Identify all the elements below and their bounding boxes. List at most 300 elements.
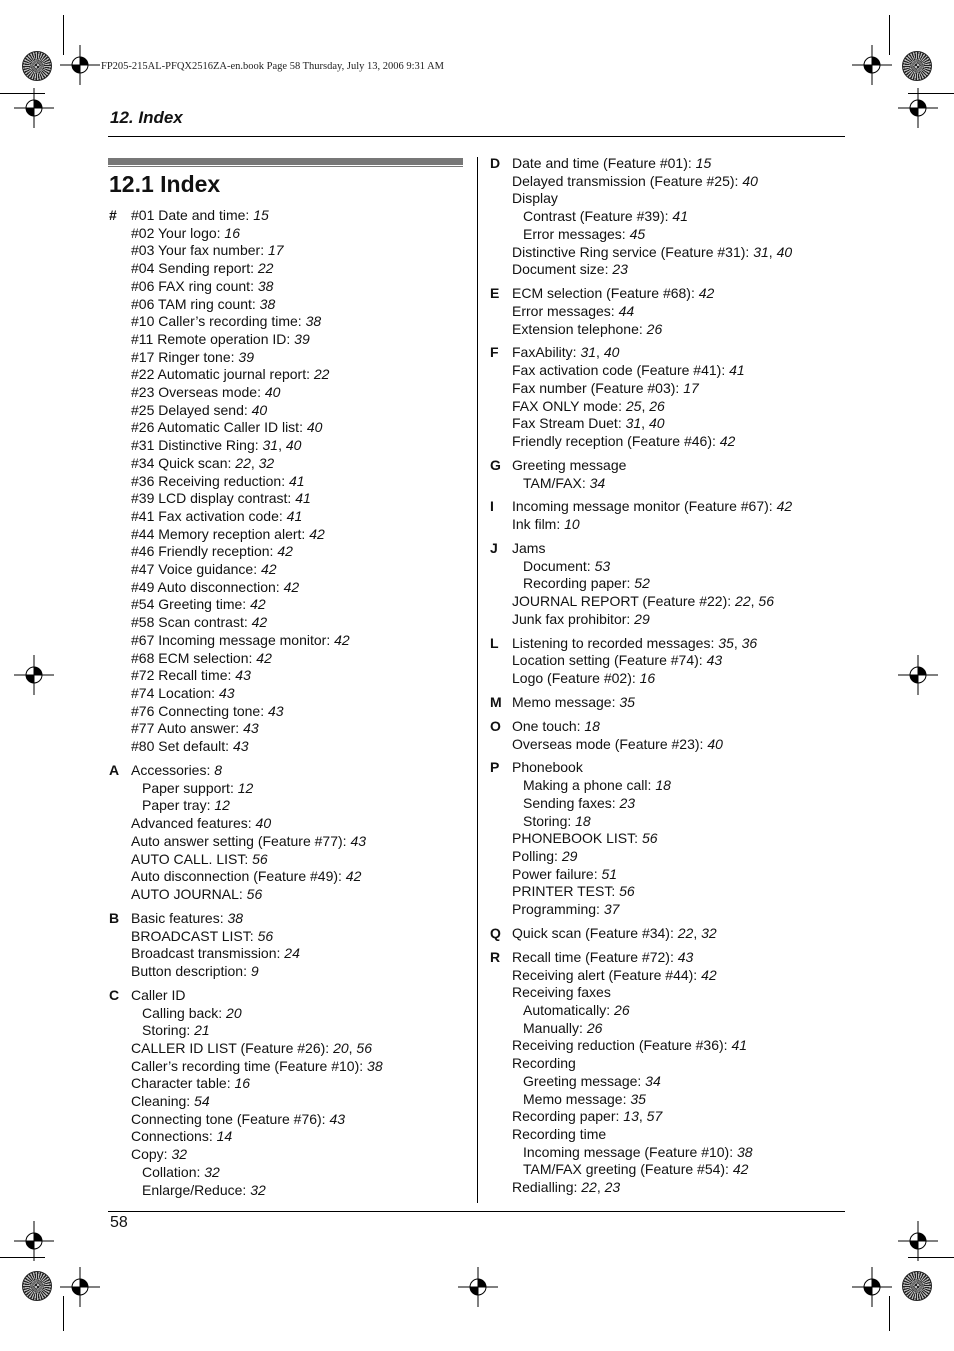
index-group xyxy=(490,285,850,338)
page-reference: 22 xyxy=(235,454,251,471)
page-reference: 32 xyxy=(250,1181,266,1198)
entry-label: Listening to recorded messages: xyxy=(512,634,719,651)
page-reference: 56 xyxy=(758,593,774,610)
index-entry xyxy=(512,380,850,398)
entry-label: Delayed transmission (Feature #25): xyxy=(512,172,743,189)
entry-label: #74 Location: xyxy=(131,684,219,701)
page-reference: 23 xyxy=(604,1179,621,1196)
index-entry xyxy=(131,402,464,420)
index-entry: Quick scan (Feature #34): 22, 32 xyxy=(512,925,717,941)
index-entry xyxy=(131,579,464,597)
page-reference: 36 xyxy=(741,634,758,651)
page-reference: 37 xyxy=(603,901,620,918)
header-rule xyxy=(108,136,845,137)
entry-label: #02 Your logo: xyxy=(131,224,225,241)
entry-label: Receiving reduction (Feature #36): xyxy=(512,1037,732,1054)
index-entry xyxy=(512,498,850,516)
page-reference: 41 xyxy=(672,208,688,225)
entry-label: #06 TAM ring count: xyxy=(131,295,260,312)
entry-label: #77 Auto answer: xyxy=(131,720,244,737)
entry-label: ECM selection (Feature #68): xyxy=(512,285,699,302)
page-reference: 32 xyxy=(171,1146,188,1163)
index-subentry xyxy=(131,1022,464,1040)
index-entry xyxy=(512,190,850,208)
entry-label: Incoming message monitor (Feature #67): xyxy=(512,498,777,515)
entry-label: Error messages: xyxy=(512,302,619,319)
index-entry xyxy=(131,738,464,756)
entry-label: Extension telephone: xyxy=(512,320,647,337)
entry-label: Paper tray: xyxy=(142,797,215,814)
index-entry xyxy=(131,207,464,225)
page-reference: 16 xyxy=(639,670,656,687)
index-entry xyxy=(131,1075,464,1093)
index-entry xyxy=(131,833,464,851)
page-reference: 38 xyxy=(737,1143,753,1160)
index-entry xyxy=(131,242,464,260)
index-entry: Fax Stream Duet: 31, 40 xyxy=(512,415,665,432)
index-group xyxy=(490,540,850,629)
entry-label: Redialling: xyxy=(512,1179,582,1196)
index-entry xyxy=(512,362,850,380)
index-entry xyxy=(131,508,464,526)
entry-label: Cleaning: xyxy=(131,1093,195,1110)
registration-target-icon xyxy=(852,1267,892,1307)
index-letter: C xyxy=(109,986,120,1003)
index-entry xyxy=(131,473,464,491)
registration-target-icon xyxy=(60,1267,100,1307)
index-entry xyxy=(512,303,850,321)
page-reference: 42 xyxy=(719,432,736,449)
page-reference: 56 xyxy=(257,927,274,944)
index-group xyxy=(109,762,464,904)
page-reference: 32 xyxy=(258,454,275,471)
index-letter: O xyxy=(490,717,501,734)
index-entry xyxy=(512,1037,850,1055)
entry-label: Ink film: xyxy=(512,516,565,533)
index-subentry xyxy=(131,1005,464,1023)
index-subentry xyxy=(512,1020,850,1038)
page-reference: 14 xyxy=(216,1128,233,1145)
page-reference: 29 xyxy=(634,610,650,627)
registration-target-icon xyxy=(14,1221,54,1261)
entry-label: Fax Stream Duet: xyxy=(512,415,626,432)
index-entry xyxy=(131,543,464,561)
page-reference: 12 xyxy=(237,779,254,796)
page-reference: 44 xyxy=(618,302,635,319)
index-subentry xyxy=(512,795,850,813)
page-reference: 39 xyxy=(238,348,254,365)
index-subentry xyxy=(512,558,850,576)
page-reference: 13 xyxy=(623,1108,639,1125)
footer-rule xyxy=(108,1211,845,1212)
index-group xyxy=(490,635,850,688)
index-letter: P xyxy=(490,759,500,776)
index-entry xyxy=(131,490,464,508)
section-header: 12. Index xyxy=(110,108,183,127)
page-reference: 40 xyxy=(742,172,758,189)
entry-label: #41 Fax activation code: xyxy=(131,507,287,524)
index-entry xyxy=(512,984,850,1002)
page-reference: 9 xyxy=(250,962,259,979)
entry-label: Jams xyxy=(512,540,546,556)
entry-label: Automatically: xyxy=(523,1002,615,1018)
crop-mark xyxy=(908,1257,954,1258)
crop-mark xyxy=(0,1257,45,1258)
entry-label: #47 Voice guidance: xyxy=(131,561,261,578)
column-divider xyxy=(477,157,478,1203)
index-entry: CALLER ID LIST (Feature #26): 20, 56 xyxy=(131,1039,372,1056)
entry-label: Junk fax prohibitor: xyxy=(512,610,635,627)
page-reference: 43 xyxy=(218,684,235,701)
entry-label: FAX ONLY mode: xyxy=(512,397,626,414)
page-reference: 42 xyxy=(345,868,362,885)
entry-label: #03 Your fax number: xyxy=(131,242,268,259)
page-reference: 38 xyxy=(257,277,274,294)
index-subentry xyxy=(131,780,464,798)
page-reference: 35 xyxy=(619,694,635,710)
index-entry xyxy=(131,815,464,833)
page-reference: 18 xyxy=(655,777,671,794)
index-subentry xyxy=(512,1091,850,1109)
color-calibration-disc-icon xyxy=(902,1271,932,1301)
page-reference: 22 xyxy=(735,593,751,610)
page-reference: 40 xyxy=(707,735,723,752)
entry-label: #72 Recall time: xyxy=(131,667,236,684)
index-subentry xyxy=(512,1144,850,1162)
entry-label: Document: xyxy=(523,557,595,574)
entry-label: Fax number (Feature #03): xyxy=(512,379,684,396)
page-reference: 42 xyxy=(283,578,300,595)
entry-label: Polling: xyxy=(512,848,562,864)
page-reference: 43 xyxy=(706,652,723,669)
entry-label: Caller ID xyxy=(131,986,186,1003)
entry-label: Incoming message (Feature #10): xyxy=(523,1143,737,1160)
entry-label: Recall time (Feature #72): xyxy=(512,948,678,965)
entry-label: Date and time (Feature #01): xyxy=(512,155,696,171)
page-reference: 40 xyxy=(648,415,665,432)
index-column-left xyxy=(109,207,464,1205)
index-entry xyxy=(131,762,464,780)
entry-label: #22 Automatic journal report: xyxy=(131,366,314,383)
index-subentry xyxy=(512,226,850,244)
page-reference: 40 xyxy=(776,243,793,260)
page-reference: 26 xyxy=(649,397,665,414)
index-group xyxy=(109,910,464,981)
index-entry xyxy=(131,349,464,367)
page-reference: 31 xyxy=(753,243,769,260)
page-reference: 38 xyxy=(227,909,244,926)
index-entry xyxy=(131,667,464,685)
page-reference: 22 xyxy=(313,366,330,383)
entry-label: Auto answer setting (Feature #77): xyxy=(131,832,351,849)
page-reference: 20 xyxy=(226,1004,242,1021)
registration-target-icon xyxy=(898,1221,938,1261)
index-letter: G xyxy=(490,456,501,473)
page-reference: 21 xyxy=(194,1022,210,1039)
entry-label: Sending faxes: xyxy=(523,794,620,811)
entry-label: One touch: xyxy=(512,717,585,734)
entry-label: Basic features: xyxy=(131,909,228,926)
page-reference: 41 xyxy=(731,1037,748,1054)
page-reference: 53 xyxy=(594,557,611,574)
index-entry: Recording paper: 13, 57 xyxy=(512,1108,663,1125)
page-reference: 31 xyxy=(625,415,642,432)
index-subentry xyxy=(512,813,850,831)
page-reference: 32 xyxy=(701,925,717,941)
index-group xyxy=(490,498,850,533)
index-entry xyxy=(131,614,464,632)
index-subentry xyxy=(512,1161,850,1179)
entry-label: #76 Connecting tone: xyxy=(131,702,268,719)
page-reference: 41 xyxy=(286,507,303,524)
entry-label: Button description: xyxy=(131,962,251,979)
index-group xyxy=(109,207,464,756)
title-bar xyxy=(108,158,463,165)
index-entry xyxy=(512,967,850,985)
index-group xyxy=(490,694,850,712)
entry-label: #06 FAX ring count: xyxy=(131,277,258,294)
entry-label: Fax activation code (Feature #41): xyxy=(512,362,730,379)
index-entry xyxy=(131,366,464,384)
index-entry xyxy=(512,457,850,475)
page-reference: 38 xyxy=(259,295,276,312)
page-reference: 16 xyxy=(224,224,240,241)
page-reference: 43 xyxy=(329,1110,346,1127)
entry-label: Recording xyxy=(512,1055,576,1072)
index-entry xyxy=(131,260,464,278)
index-entry xyxy=(131,1146,464,1164)
entry-label: Manually: xyxy=(523,1019,587,1036)
page-reference: 43 xyxy=(243,720,259,737)
page-reference: 56 xyxy=(641,830,658,847)
page-reference: 43 xyxy=(235,667,251,684)
entry-label: Making a phone call: xyxy=(523,777,656,794)
entry-label: Programming: xyxy=(512,901,604,918)
entry-label: AUTO JOURNAL: xyxy=(131,885,247,902)
index-subentry xyxy=(512,475,850,493)
entry-label: Recording time xyxy=(512,1125,607,1142)
index-entry xyxy=(512,718,850,736)
index-group xyxy=(490,344,850,450)
page-number: 58 xyxy=(110,1214,128,1231)
index-group xyxy=(490,457,850,492)
page-reference: 16 xyxy=(234,1075,251,1092)
entry-label: Calling back: xyxy=(142,1004,227,1021)
page-reference: 42 xyxy=(261,561,277,578)
index-entry xyxy=(512,949,850,967)
page-reference: 35 xyxy=(630,1090,646,1107)
page-reference: 39 xyxy=(294,330,310,347)
entry-label: Distinctive Ring service (Feature #31): xyxy=(512,243,754,260)
page-reference: 57 xyxy=(646,1108,663,1125)
entry-label: Connecting tone (Feature #76): xyxy=(131,1110,330,1127)
index-entry xyxy=(131,278,464,296)
index-group xyxy=(490,949,850,1197)
entry-label: Contrast (Feature #39): xyxy=(523,208,673,225)
index-column-right xyxy=(490,155,850,1203)
entry-label: #25 Delayed send: xyxy=(131,401,252,418)
page-reference: 18 xyxy=(575,812,591,829)
entry-label: TAM/FAX greeting (Feature #54): xyxy=(523,1161,733,1178)
registration-target-icon xyxy=(60,45,100,85)
registration-target-icon xyxy=(14,655,54,695)
entry-label: PRINTER TEST: xyxy=(512,883,620,900)
color-calibration-disc-icon xyxy=(22,51,52,81)
page-reference: 35 xyxy=(718,634,734,651)
page-reference: 26 xyxy=(586,1019,603,1036)
index-entry xyxy=(131,632,464,650)
index-entry xyxy=(512,830,850,848)
entry-label: Overseas mode (Feature #23): xyxy=(512,735,708,752)
page-reference: 42 xyxy=(776,498,793,515)
index-letter: J xyxy=(490,540,498,556)
index-entry xyxy=(131,963,464,981)
registration-target-icon xyxy=(458,1267,498,1307)
index-letter: D xyxy=(490,155,501,171)
entry-label: Memo message: xyxy=(512,694,620,710)
entry-label: Accessories: xyxy=(131,761,215,778)
index-entry xyxy=(512,866,850,884)
page-reference: 40 xyxy=(264,384,281,401)
index-subentry xyxy=(512,1002,850,1020)
page-reference: 23 xyxy=(612,261,628,278)
entry-label: Receiving alert (Feature #44): xyxy=(512,966,702,983)
index-entry xyxy=(131,225,464,243)
entry-label: Greeting message: xyxy=(523,1072,646,1089)
index-entry xyxy=(131,331,464,349)
page-reference: 43 xyxy=(677,948,694,965)
page-reference: 38 xyxy=(305,313,322,330)
index-entry xyxy=(512,321,850,339)
page-reference: 52 xyxy=(634,575,650,592)
title-bar-underline xyxy=(108,166,463,167)
index-entry xyxy=(131,596,464,614)
entry-label: Recording paper: xyxy=(523,575,635,592)
page-reference: 12 xyxy=(214,797,230,814)
index-entry xyxy=(131,910,464,928)
index-letter: B xyxy=(109,909,120,926)
entry-label: Caller’s recording time (Feature #10): xyxy=(131,1057,368,1074)
index-entry xyxy=(512,516,850,534)
index-letter: I xyxy=(490,498,494,515)
entry-label: JOURNAL REPORT (Feature #22): xyxy=(512,593,736,610)
index-entry: FAX ONLY mode: 25, 26 xyxy=(512,397,665,414)
entry-label: Character table: xyxy=(131,1075,235,1092)
index-letter: F xyxy=(490,344,499,361)
index-entry: Distinctive Ring service (Feature #31): 31, 40 xyxy=(512,243,793,260)
page-reference: 15 xyxy=(253,207,269,223)
index-entry xyxy=(131,851,464,869)
index-entry xyxy=(512,759,850,777)
entry-label: Location setting (Feature #74): xyxy=(512,652,707,669)
index-entry xyxy=(131,561,464,579)
index-group xyxy=(109,987,464,1199)
index-entry xyxy=(512,285,850,303)
page-reference: 42 xyxy=(251,614,268,631)
index-letter: A xyxy=(109,761,120,778)
entry-label: Phonebook xyxy=(512,759,583,776)
entry-label: #04 Sending report: xyxy=(131,260,258,277)
page-title: 12.1 Index xyxy=(109,171,221,197)
entry-label: CALLER ID LIST (Feature #26): xyxy=(131,1039,334,1056)
index-letter: Q xyxy=(490,925,501,941)
page-reference: 22 xyxy=(677,925,694,941)
page-reference: 56 xyxy=(619,883,635,900)
index-entry xyxy=(512,611,850,629)
page-reference: 29 xyxy=(561,848,578,864)
index-entry xyxy=(131,419,464,437)
index-entry: FaxAbility: 31, 40 xyxy=(512,344,620,361)
index-entry xyxy=(512,261,850,279)
entry-label: #10 Caller’s recording time: xyxy=(131,313,306,330)
index-entry: JOURNAL REPORT (Feature #22): 22, 56 xyxy=(512,593,774,610)
registration-target-icon xyxy=(898,655,938,695)
page-reference: 34 xyxy=(589,474,606,491)
page-reference: 31 xyxy=(262,437,279,454)
entry-label: #26 Automatic Caller ID list: xyxy=(131,419,307,436)
color-calibration-disc-icon xyxy=(22,1271,52,1301)
index-entry xyxy=(512,1126,850,1144)
index-letter: E xyxy=(490,285,500,302)
registration-target-icon xyxy=(852,45,892,85)
index-entry xyxy=(131,1058,464,1076)
index-group xyxy=(490,718,850,753)
index-entry xyxy=(512,540,850,558)
page-reference: 40 xyxy=(255,815,272,832)
index-group xyxy=(490,155,850,279)
page-reference: 38 xyxy=(367,1057,383,1074)
index-entry xyxy=(131,650,464,668)
index-entry xyxy=(512,1055,850,1073)
entry-label: #39 LCD display contrast: xyxy=(131,490,296,507)
index-entry xyxy=(131,720,464,738)
entry-label: Copy: xyxy=(131,1146,172,1163)
entry-label: Storing: xyxy=(523,812,576,829)
index-entry: #31 Distinctive Ring: 31, 40 xyxy=(131,437,302,454)
page-reference: 17 xyxy=(683,379,699,396)
index-subentry xyxy=(512,575,850,593)
index-entry xyxy=(131,526,464,544)
page-reference: 41 xyxy=(289,472,305,489)
page-reference: 41 xyxy=(729,362,745,379)
index-entry xyxy=(131,868,464,886)
entry-label: Paper support: xyxy=(142,779,238,796)
entry-label: AUTO CALL. LIST: xyxy=(131,850,253,867)
color-calibration-disc-icon xyxy=(902,51,932,81)
index-entry xyxy=(131,703,464,721)
entry-label: #68 ECM selection: xyxy=(131,649,257,666)
index-entry xyxy=(512,694,850,712)
entry-label: #44 Memory reception alert: xyxy=(131,525,310,542)
entry-label: #23 Overseas mode: xyxy=(131,384,265,401)
page-reference: 23 xyxy=(619,794,636,811)
index-entry xyxy=(131,886,464,904)
page-reference: 42 xyxy=(334,631,350,648)
page-reference: 40 xyxy=(306,419,323,436)
entry-label: #80 Set default: xyxy=(131,738,233,755)
entry-label: Document size: xyxy=(512,261,613,278)
page-reference: 56 xyxy=(356,1039,372,1056)
page-reference: 42 xyxy=(277,543,293,560)
print-file-header: FP205-215AL-PFQX2516ZA-en.book Page 58 Thursday, July 13, 2006 9:31 AM xyxy=(101,61,444,72)
page-reference: 42 xyxy=(732,1161,749,1178)
page-reference: 26 xyxy=(646,320,663,337)
entry-label: Quick scan (Feature #34): xyxy=(512,925,678,941)
page-reference: 45 xyxy=(629,225,646,242)
registration-target-icon xyxy=(14,88,54,128)
entry-label: Storing: xyxy=(142,1022,195,1039)
index-entry xyxy=(131,1111,464,1129)
